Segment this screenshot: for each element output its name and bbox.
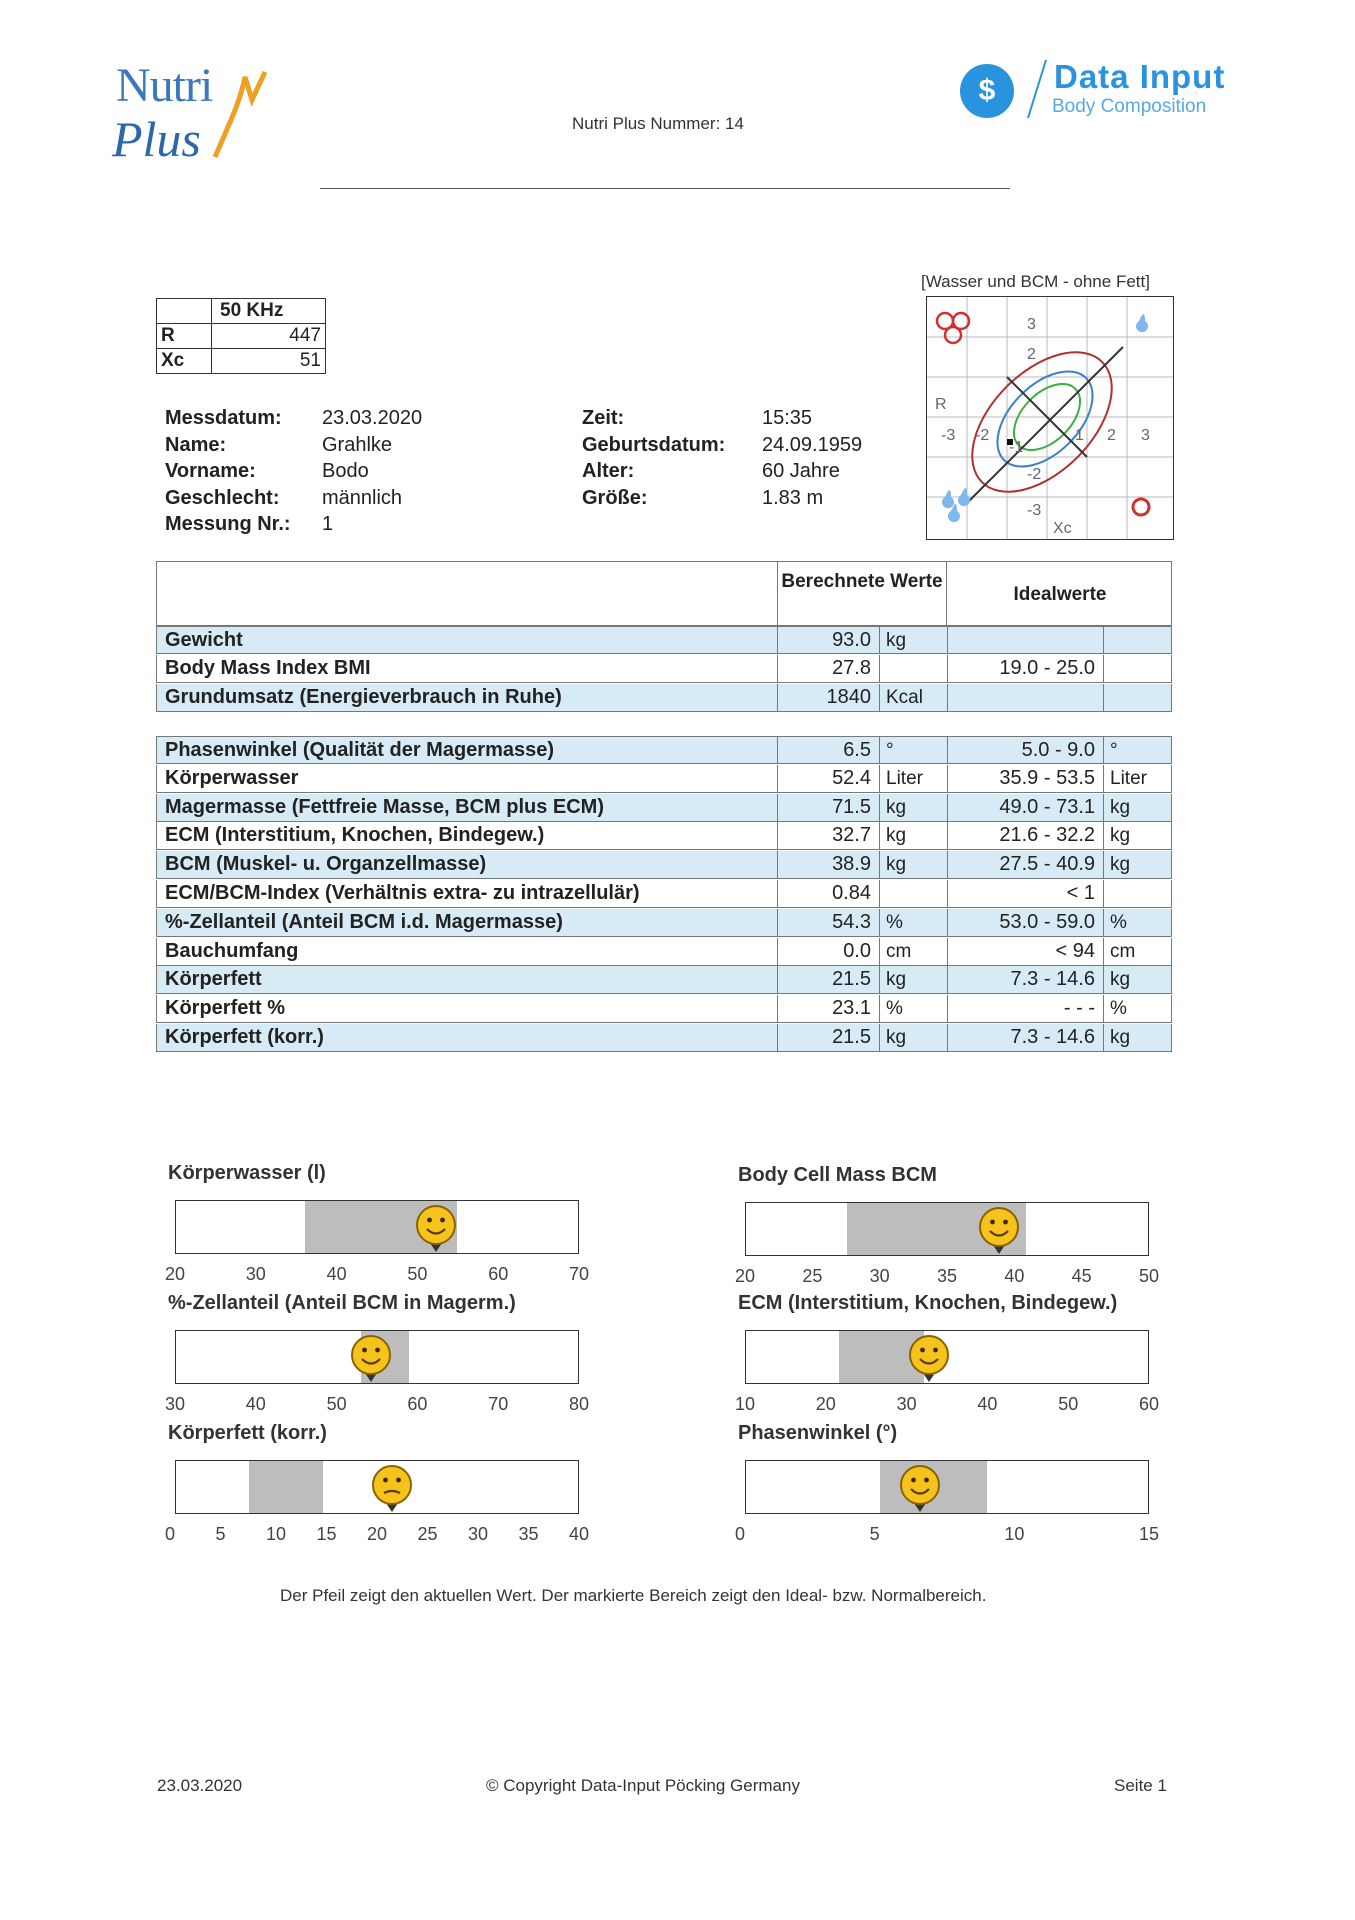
gauge-tick-label: 25 bbox=[802, 1266, 823, 1286]
gauge-tick-label: 5 bbox=[869, 1524, 880, 1544]
row-name: BCM (Muskel- u. Organzellmasse) bbox=[165, 853, 487, 876]
info-left-values bbox=[322, 405, 422, 538]
water-drops-icon bbox=[942, 488, 970, 522]
table-row bbox=[156, 626, 1172, 654]
gauge-tick-label: 40 bbox=[977, 1394, 998, 1414]
red-cells-icon bbox=[937, 313, 969, 343]
row-ideal: 7.3 - 14.6 bbox=[947, 966, 1103, 993]
row-ideal: < 1 bbox=[947, 880, 1103, 907]
impedance-frequency: 50 KHz bbox=[212, 299, 326, 324]
ellipse-chart-title: [Wasser und BCM - ohne Fett] bbox=[921, 272, 1150, 291]
impedance-label: Xc bbox=[157, 349, 212, 374]
info-value: 1 bbox=[322, 513, 334, 535]
row-name: Bauchumfang bbox=[165, 939, 299, 962]
row-value: 38.9 bbox=[777, 851, 879, 878]
ellipse-axis-r: R bbox=[935, 396, 947, 413]
neutral-face-marker-icon bbox=[370, 1463, 414, 1507]
footer-copyright: © Copyright Data-Input Pöcking Germany bbox=[486, 1776, 800, 1795]
red-cell-icon bbox=[1133, 499, 1149, 515]
row-ideal-unit: cm bbox=[1103, 938, 1173, 965]
table-row bbox=[156, 794, 1172, 822]
water-drop-icon bbox=[1136, 314, 1148, 332]
row-value: 71.5 bbox=[777, 794, 879, 821]
gauge-tick-label: 10 bbox=[735, 1394, 756, 1414]
legend-note: Der Pfeil zeigt den aktuellen Wert. Der markierte Bereich zeigt den Ideal- bzw. Normalbereich. bbox=[280, 1586, 987, 1605]
gauge-tick-label: 20 bbox=[735, 1266, 756, 1286]
impedance-row bbox=[157, 324, 326, 349]
row-value: 6.5 bbox=[777, 737, 879, 764]
row-value: 54.3 bbox=[777, 909, 879, 936]
ellipse-tick: -1 bbox=[1009, 439, 1024, 456]
row-unit bbox=[879, 880, 947, 907]
data-input-logo bbox=[958, 58, 1238, 128]
ellipse-tick: 2 bbox=[1027, 346, 1036, 363]
row-value: 0.84 bbox=[777, 880, 879, 907]
gauge-title: Body Cell Mass BCM bbox=[738, 1164, 937, 1186]
impedance-value: 447 bbox=[212, 324, 326, 349]
info-key: Zeit: bbox=[582, 407, 625, 429]
ellipse-tick: 3 bbox=[1027, 316, 1036, 333]
gauge-tick-label: 0 bbox=[165, 1524, 176, 1544]
row-name: ECM (Interstitium, Knochen, Bindegew.) bbox=[165, 824, 545, 847]
gauge-tick-label: 60 bbox=[1139, 1394, 1160, 1414]
gauge-ideal-range bbox=[249, 1461, 322, 1513]
row-ideal: 5.0 - 9.0 bbox=[947, 737, 1103, 764]
gauge-tick-label: 0 bbox=[735, 1524, 746, 1544]
gauge-tick-label: 25 bbox=[417, 1524, 438, 1544]
ellipse-tick: -3 bbox=[1027, 502, 1042, 519]
info-right-values bbox=[762, 405, 862, 511]
row-unit: kg bbox=[879, 794, 947, 821]
row-name: Phasenwinkel (Qualität der Magermasse) bbox=[165, 739, 555, 761]
row-ideal: 35.9 - 53.5 bbox=[947, 765, 1103, 792]
gauge-tick-label: 10 bbox=[1004, 1524, 1025, 1544]
gauge-tick-label: 40 bbox=[326, 1264, 347, 1284]
gauge-tick-label: 45 bbox=[1071, 1266, 1092, 1286]
row-unit: kg bbox=[879, 851, 947, 878]
info-value: 1.83 m bbox=[762, 486, 824, 509]
row-unit: kg bbox=[879, 1024, 947, 1051]
gauge-title: Phasenwinkel (°) bbox=[738, 1422, 898, 1444]
results-table-header bbox=[156, 561, 1172, 626]
row-name: Magermasse (Fettfreie Masse, BCM plus ECM) bbox=[165, 795, 605, 818]
row-name: ECM/BCM-Index (Verhältnis extra- zu intrazellulär) bbox=[165, 882, 640, 904]
impedance-row bbox=[157, 349, 326, 374]
gauge-bar bbox=[175, 1200, 579, 1254]
gauge-tick-label: 60 bbox=[488, 1264, 509, 1284]
ellipse-tick: 2 bbox=[1107, 427, 1116, 444]
row-unit: cm bbox=[879, 938, 947, 965]
info-value: Grahlke bbox=[322, 433, 393, 456]
impedance-header-row bbox=[157, 299, 326, 324]
row-unit: kg bbox=[879, 966, 947, 993]
impedance-label: R bbox=[157, 324, 212, 349]
row-name: Körperwasser bbox=[165, 766, 299, 789]
row-ideal-unit bbox=[1103, 655, 1173, 682]
row-ideal-unit: kg bbox=[1103, 794, 1173, 821]
data-input-subtitle: Body Composition bbox=[1052, 96, 1207, 117]
row-name: Körperfett % bbox=[165, 997, 286, 1020]
impedance-corner bbox=[157, 299, 212, 324]
gauge-tick-label: 5 bbox=[215, 1524, 226, 1544]
logo-slash-icon bbox=[1024, 58, 1050, 122]
gauge-bar bbox=[175, 1330, 579, 1384]
gauge-tick-label: 40 bbox=[1004, 1266, 1025, 1286]
row-unit: % bbox=[879, 995, 947, 1022]
gauge-tick-label: 50 bbox=[1058, 1394, 1079, 1414]
info-key: Geburtsdatum: bbox=[582, 433, 726, 456]
info-value: männlich bbox=[322, 486, 403, 509]
gauge-title: ECM (Interstitium, Knochen, Bindegew.) bbox=[738, 1292, 1118, 1314]
table-row bbox=[156, 851, 1172, 879]
gauge-bar bbox=[745, 1202, 1149, 1256]
gauge-tick-label: 15 bbox=[1139, 1524, 1160, 1544]
info-value: Bodo bbox=[322, 460, 369, 482]
row-unit: kg bbox=[879, 627, 947, 654]
info-value: 23.03.2020 bbox=[322, 407, 423, 429]
info-left-keys bbox=[165, 405, 291, 538]
row-unit bbox=[879, 655, 947, 682]
gauge-tick-label: 15 bbox=[316, 1524, 337, 1544]
row-ideal-unit bbox=[1103, 880, 1173, 907]
data-input-symbol-icon: $ bbox=[960, 64, 1014, 118]
row-ideal bbox=[947, 684, 1103, 711]
gauge-tick-label: 50 bbox=[326, 1394, 347, 1414]
gauge-tick-label: 40 bbox=[245, 1394, 266, 1414]
info-value: 24.09.1959 bbox=[762, 433, 863, 456]
row-ideal-unit: kg bbox=[1103, 851, 1173, 878]
table-row bbox=[156, 765, 1172, 793]
info-key: Vorname: bbox=[165, 460, 256, 482]
table-row bbox=[156, 684, 1172, 712]
row-name: Grundumsatz (Energieverbrauch in Ruhe) bbox=[165, 685, 562, 708]
gauge-tick-label: 35 bbox=[518, 1524, 539, 1544]
row-value: 23.1 bbox=[777, 995, 879, 1022]
row-ideal-unit: kg bbox=[1103, 1024, 1173, 1051]
row-value: 21.5 bbox=[777, 966, 879, 993]
table-row bbox=[156, 995, 1172, 1023]
smiley-marker-icon bbox=[414, 1203, 458, 1247]
row-ideal: - - - bbox=[947, 995, 1103, 1022]
gauge-tick-label: 50 bbox=[407, 1264, 428, 1284]
ellipse-tick: -3 bbox=[941, 427, 956, 444]
info-key: Name: bbox=[165, 433, 227, 456]
row-value: 1840 bbox=[777, 684, 879, 711]
logo-plus-text: Plus bbox=[112, 111, 201, 167]
gauge-tick-label: 30 bbox=[245, 1264, 266, 1284]
gauge-tick-label: 20 bbox=[815, 1394, 836, 1414]
row-name: Body Mass Index BMI bbox=[165, 656, 371, 679]
row-ideal-unit: % bbox=[1103, 909, 1173, 936]
table-row bbox=[156, 880, 1172, 908]
gauge-tick-label: 20 bbox=[165, 1264, 186, 1284]
info-value: 15:35 bbox=[762, 407, 813, 429]
ellipse-tick: -2 bbox=[1027, 466, 1042, 483]
gauge-tick-label: 30 bbox=[165, 1394, 186, 1414]
table-row bbox=[156, 655, 1172, 683]
row-ideal-unit bbox=[1103, 627, 1173, 654]
footer-page: Seite 1 bbox=[1114, 1776, 1167, 1795]
table-row bbox=[156, 938, 1172, 966]
info-key: Alter: bbox=[582, 460, 635, 482]
row-ideal-unit: % bbox=[1103, 995, 1173, 1022]
logo-swoosh-icon bbox=[210, 62, 270, 162]
gauge-tick-label: 80 bbox=[569, 1394, 590, 1414]
row-name: Körperfett (korr.) bbox=[165, 1026, 324, 1048]
gauge-tick-label: 50 bbox=[1139, 1266, 1160, 1286]
ellipse-tick: -2 bbox=[975, 427, 990, 444]
row-ideal: 27.5 - 40.9 bbox=[947, 851, 1103, 878]
row-unit: % bbox=[879, 909, 947, 936]
row-value: 21.5 bbox=[777, 1024, 879, 1051]
data-input-title: Data Input bbox=[1054, 58, 1226, 95]
row-value: 93.0 bbox=[777, 627, 879, 654]
row-ideal: 49.0 - 73.1 bbox=[947, 794, 1103, 821]
row-ideal: 7.3 - 14.6 bbox=[947, 1024, 1103, 1051]
row-ideal: 19.0 - 25.0 bbox=[947, 655, 1103, 682]
gauge-tick-label: 30 bbox=[468, 1524, 489, 1544]
row-ideal: < 94 bbox=[947, 938, 1103, 965]
gauge-bar bbox=[175, 1460, 579, 1514]
info-key: Größe: bbox=[582, 486, 648, 509]
row-value: 32.7 bbox=[777, 822, 879, 849]
row-value: 0.0 bbox=[777, 938, 879, 965]
ellipse-tick: 3 bbox=[1141, 427, 1150, 444]
table-row bbox=[156, 909, 1172, 937]
header-calculated: Berechnete Werte bbox=[777, 562, 947, 627]
row-value: 27.8 bbox=[777, 655, 879, 682]
header-divider bbox=[320, 188, 1010, 189]
smiley-marker-icon bbox=[907, 1333, 951, 1377]
row-ideal bbox=[947, 627, 1103, 654]
gauge-title: Körperfett (korr.) bbox=[168, 1422, 327, 1444]
footer-date: 23.03.2020 bbox=[157, 1776, 243, 1795]
ellipse-axis-xc: Xc bbox=[1053, 520, 1072, 537]
ellipse-chart-svg bbox=[927, 297, 1173, 539]
row-ideal-unit bbox=[1103, 684, 1173, 711]
info-key: Geschlecht: bbox=[165, 486, 280, 509]
smiley-marker-icon bbox=[349, 1333, 393, 1377]
gauge-tick-label: 70 bbox=[488, 1394, 509, 1414]
gauge-tick-label: 20 bbox=[367, 1524, 388, 1544]
row-value: 52.4 bbox=[777, 765, 879, 792]
row-ideal: 53.0 - 59.0 bbox=[947, 909, 1103, 936]
logo-nutri-text: Nutri bbox=[116, 59, 213, 112]
gauge-title: Körperwasser (l) bbox=[168, 1162, 326, 1184]
row-ideal-unit: kg bbox=[1103, 822, 1173, 849]
gauge-bar bbox=[745, 1460, 1149, 1514]
info-value: 60 Jahre bbox=[762, 460, 840, 482]
row-ideal-unit: kg bbox=[1103, 966, 1173, 993]
nutri-plus-number: Nutri Plus Nummer: 14 bbox=[572, 114, 744, 133]
gauge-tick-label: 70 bbox=[569, 1264, 590, 1284]
gauge-tick-label: 60 bbox=[407, 1394, 428, 1414]
row-name: Gewicht bbox=[165, 629, 243, 651]
gauge-tick-label: 35 bbox=[937, 1266, 958, 1286]
info-key: Messdatum: bbox=[165, 407, 282, 429]
gauge-title: %-Zellanteil (Anteil BCM in Magerm.) bbox=[168, 1292, 516, 1314]
row-name: %-Zellanteil (Anteil BCM i.d. Magermasse) bbox=[165, 910, 563, 933]
table-row bbox=[156, 1024, 1172, 1052]
row-unit: kg bbox=[879, 822, 947, 849]
header-ideal: Idealwerte bbox=[1013, 584, 1107, 605]
impedance-table bbox=[156, 298, 326, 374]
row-ideal: 21.6 - 32.2 bbox=[947, 822, 1103, 849]
table-row bbox=[156, 736, 1172, 764]
row-unit: Kcal bbox=[879, 684, 947, 711]
table-row bbox=[156, 966, 1172, 994]
smiley-marker-icon bbox=[898, 1463, 942, 1507]
row-unit: ° bbox=[879, 737, 947, 764]
ellipse-tick: 1 bbox=[1075, 427, 1084, 444]
gauge-bar bbox=[745, 1330, 1149, 1384]
row-ideal-unit: Liter bbox=[1103, 765, 1173, 792]
nutri-plus-logo bbox=[110, 58, 270, 168]
info-key: Messung Nr.: bbox=[165, 513, 291, 535]
ellipse-chart bbox=[926, 296, 1174, 540]
smiley-marker-icon bbox=[977, 1205, 1021, 1249]
gauge-tick-label: 30 bbox=[896, 1394, 917, 1414]
info-right-keys bbox=[582, 405, 725, 511]
table-row bbox=[156, 822, 1172, 850]
gauge-tick-label: 40 bbox=[569, 1524, 590, 1544]
row-unit: Liter bbox=[879, 765, 947, 792]
row-name: Körperfett bbox=[165, 968, 262, 991]
row-ideal-unit: ° bbox=[1103, 737, 1173, 764]
gauge-tick-label: 10 bbox=[266, 1524, 287, 1544]
gauge-tick-label: 30 bbox=[869, 1266, 890, 1286]
impedance-value: 51 bbox=[212, 349, 326, 374]
